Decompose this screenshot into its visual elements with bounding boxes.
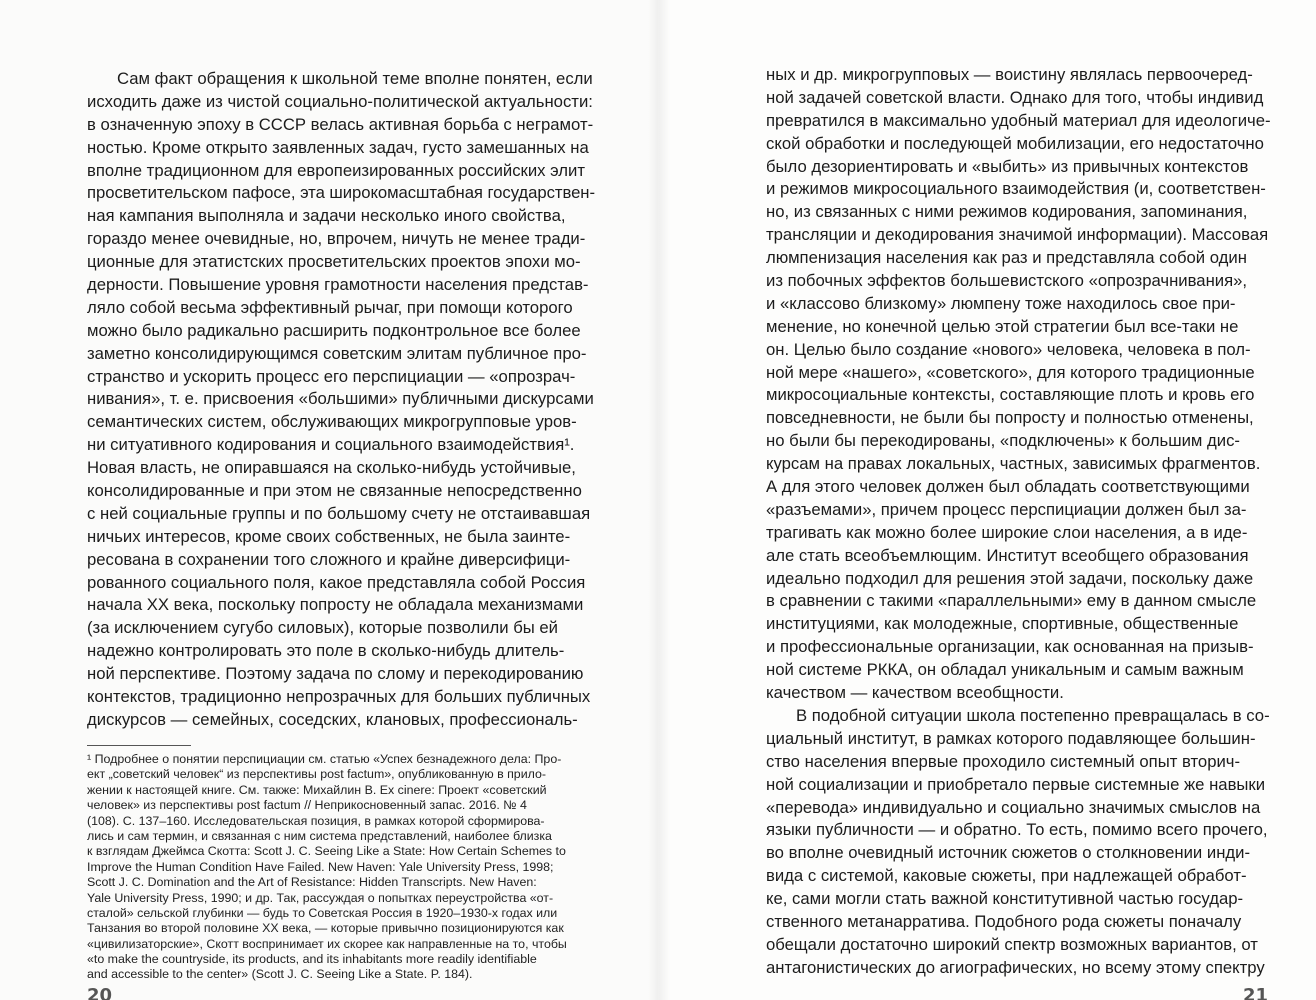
text-line: ской обработки и последующей мобилизации, его недостаточно — [766, 133, 1264, 153]
text-line: можно было радикально расширить подконтрольное все более — [87, 320, 581, 340]
text-line: и «классово близкому» люмпену тоже находилось свое при- — [766, 293, 1236, 313]
right-page — [658, 0, 1316, 1000]
footnote-line: «to make the countryside, its products, and its inhabitants more readily identifiable — [87, 952, 537, 967]
text-line: ная кампания выполняла и задачи несколько иного свойства, — [87, 206, 566, 226]
left-page-body — [87, 68, 595, 732]
footnote-line: Scott J. C. Domination and the Art of Resistance: Hidden Transcripts. New Haven: — [87, 875, 537, 890]
text-line: микросоциальные контексты, составляющие плоть и кровь его — [766, 385, 1255, 405]
text-line: дерности. Повышение уровня грамотности населения представ- — [87, 275, 589, 295]
footnote-separator — [87, 745, 191, 746]
text-line: исходить даже из чистой социально-политической актуальности: — [87, 91, 593, 111]
text-line: ке, сами могли стать важной конститутивной частью государ- — [766, 889, 1244, 909]
text-line: вида с системой, каковые сюжеты, при надлежащей обработ- — [766, 866, 1247, 886]
footnote-line: ¹ Подробнее о понятии перспициации см. статью «Успех безнадежного дела: Про- — [87, 752, 562, 766]
text-line: превратился в максимально удобный материал для идеологиче- — [766, 110, 1271, 130]
text-line: консолидированные и при этом не связанные непосредственно — [87, 481, 582, 501]
text-line: в означенную эпоху в СССР велась активная борьба с неграмот- — [87, 114, 594, 134]
text-line: ных и др. микрогрупповых — воистину являлась первоочеред- — [766, 65, 1253, 84]
text-line: курсам на правах локальных, частных, зависимых фрагментов. — [766, 454, 1261, 474]
text-line: ной мере «нашего», «советского», для которого традиционные — [766, 362, 1255, 382]
footnote-line: ект „советский человек“ из перспективы post factum», опубликованную в прило- — [87, 767, 547, 782]
text-line: языки публичности — и обратно. То есть, помимо всего прочего, — [766, 820, 1268, 840]
text-line: повседневности, не были бы попросту и полностью отменены, — [766, 408, 1254, 428]
text-line: было дезориентировать и «выбить» из привычных контекстов — [766, 156, 1249, 176]
text-line: он. Целью было создание «нового» человека, человека в пол- — [766, 339, 1251, 359]
text-line: ностью. Кроме открыто заявленных задач, густо замешанных на — [87, 137, 589, 157]
footnote-line: сталой» сельской глубинки — будь то Советская Россия в 1920–1930-х годах или — [87, 905, 558, 920]
text-line: трансляции и декодирования значимой информации). Массовая — [766, 225, 1269, 245]
footnote-line: «цивилизаторские», Скотт воспринимает их скорее как направленные на то, чтобы — [87, 936, 567, 951]
text-line: но, из связанных с ними режимов кодирования, запоминания, — [766, 202, 1248, 222]
text-line: рованного социального поля, какое представляла собой Россия — [87, 572, 586, 592]
text-line: просветительском пафосе, эта широкомасштабная государствен- — [87, 183, 595, 203]
text-line: трагивать как можно более широкие слои населения, а в иде- — [766, 522, 1248, 542]
text-line: контекстов, традиционно непрозрачных для больших публичных — [87, 687, 591, 707]
text-line: А для этого человек должен был обладать соответствующими — [766, 477, 1250, 497]
text-line: але стать всеобъемлющим. Институт всеобщего образования — [766, 545, 1249, 565]
page-number-left: 20 — [87, 985, 113, 1000]
text-line: люмпенизация населения как раз и представляла собой один — [766, 248, 1247, 268]
text-line: ной задачей советской власти. Однако для того, чтобы индивид — [766, 87, 1264, 107]
text-line: начала XX века, поскольку попросту не обладала механизмами — [87, 595, 584, 615]
text-line: ной системе РККА, он обладал уникальным и самым важным — [766, 660, 1244, 680]
text-line: Сам факт обращения к школьной теме вполне понятен, если — [117, 69, 593, 88]
text-line: циальный институт, в рамках которого подавляющее большин- — [766, 728, 1256, 748]
text-line: Новая власть, не опиравшаяся на сколько-нибудь устойчивые, — [87, 458, 576, 478]
text-line: «разъемами», причем процесс перспициации должен был за- — [766, 499, 1247, 519]
footnote-line: Танзания во второй половине XX века, — которые привычно позиционируются как — [87, 921, 564, 936]
text-line: ционные для этатистских просветительских проектов эпохи мо- — [87, 252, 581, 272]
text-line: ни ситуативного кодирования и социального взаимодействия¹. — [87, 435, 575, 455]
text-line: обещали достаточно широкий спектр возможных вариантов, от — [766, 934, 1258, 954]
text-line: но были бы перекодированы, «подключены» к большим дис- — [766, 431, 1240, 451]
text-line: из побочных эффектов большевистского «опрозрачнивания», — [766, 271, 1248, 291]
text-line: В подобной ситуации школа постепенно превращалась в со- — [796, 705, 1270, 725]
text-line: заметно консолидирующимся советским элитам публичное про- — [87, 343, 587, 363]
footnote-line: к взглядам Джеймса Скотта: Scott J. C. Seeing Like a State: How Certain Schemes to — [87, 844, 566, 859]
footnote-line: человек» из перспективы post factum // Неприкосновенный запас. 2016. № 4 — [87, 798, 527, 813]
footnote-line: Improve the Human Condition Have Failed. New Haven: Yale University Press, 1998; — [87, 859, 554, 874]
footnote-line: Yale University Press, 1990; и др. Так, рассуждая о попытках переустройства «от- — [87, 890, 554, 905]
text-line: ственного метанарратива. Подобного рода сюжеты поначалу — [766, 911, 1242, 931]
text-line: ресована в сохранении того сложного и крайне диверсифици- — [87, 549, 571, 569]
footnote-line: (108). С. 137–160. Исследовательская позиция, в рамках которой сформирова- — [87, 813, 545, 828]
text-line: и профессиональные организации, как основанная на призыв- — [766, 637, 1254, 657]
text-line: гораздо менее очевидные, но, впрочем, ничуть не менее тради- — [87, 229, 586, 249]
text-line: ничьих интересов, кроме своих собственных, не была заинте- — [87, 526, 571, 546]
text-line: антагонистических до агиографических, но всему этому спектру — [766, 957, 1265, 977]
text-line: менение, но конечной целью этой стратегии был все-таки не — [766, 316, 1239, 336]
text-line: ляло собой весьма эффективный рычаг, при помощи которого — [87, 297, 573, 317]
footnote-line: лись и сам термин, и связанная с ним система представлений, наиболее близка — [87, 828, 552, 843]
text-line: нивания», т. е. присвоения «большими» публичными дискурсами — [87, 389, 594, 409]
text-line: и режимов микросоциального взаимодействия (и, соответствен- — [766, 179, 1266, 199]
text-line: вполне традиционном для европеизированных российских элит — [87, 160, 586, 180]
text-line: идеально подходил для решения этой задачи, поскольку даже — [766, 568, 1254, 588]
text-line: с ней социальные группы и по большому счету не отстаивавшая — [87, 503, 591, 523]
text-line: в сравнении с такими «параллельными» ему в данном смысле — [766, 591, 1257, 611]
text-line: надежно контролировать это поле в сколько-нибудь длитель- — [87, 641, 565, 661]
footnote-line: жении к настоящей книге. См. также: Михайлин В. Ex cinere: Проект «советский — [87, 782, 547, 797]
text-line: странство и ускорить процесс его перспициации — «опрозрач- — [87, 366, 576, 386]
text-line: дискурсов — семейных, соседских, клановых, профессиональ- — [87, 709, 578, 729]
footnotes — [87, 752, 567, 983]
text-line: институциями, как молодежные, спортивные, общественные — [766, 614, 1239, 634]
right-page-body — [766, 64, 1271, 980]
text-line: ной перспективе. Поэтому задача по слому и перекодированию — [87, 664, 584, 684]
footnote-line: and accessible to the center» (Scott J. C. Seeing Like a State. P. 184). — [87, 967, 473, 982]
book-gutter — [648, 0, 670, 1000]
text-line: ство населения впервые проходило системный опыт вторич- — [766, 751, 1241, 771]
text-line: качеством — качеством всеобщности. — [766, 683, 1064, 703]
page-number-right: 21 — [1242, 985, 1268, 1000]
text-line: семантических систем, обслуживающих микрогрупповые уров- — [87, 412, 577, 432]
text-line: (за исключением сугубо силовых), которые позволили бы ей — [87, 618, 558, 638]
text-line: ной социализации и приобретало первые системные же навыки — [766, 774, 1266, 794]
text-line: «перевода» индивидуально и социально значимых смыслов на — [766, 797, 1261, 817]
text-line: во вполне очевидный источник сюжетов о столкновении инди- — [766, 843, 1251, 863]
